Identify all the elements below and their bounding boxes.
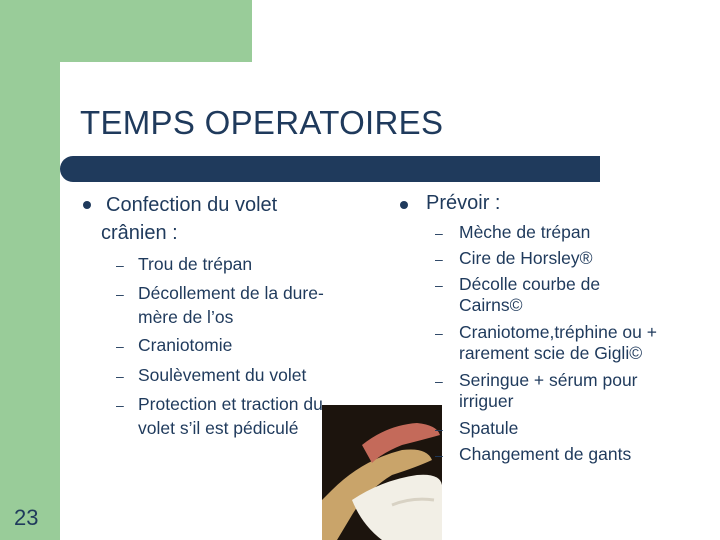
right-item-6: Spatule bbox=[459, 418, 519, 438]
gloves-illustration bbox=[322, 405, 442, 540]
dash-bullet: – bbox=[435, 421, 443, 437]
right-item-7: Changement de gants bbox=[459, 444, 632, 464]
left-heading-line2: crânien : bbox=[101, 222, 178, 244]
surgical-gloves-photo bbox=[322, 405, 442, 540]
right-item-5b: irriguer bbox=[459, 391, 514, 411]
left-heading-line1: Confection du volet bbox=[106, 194, 278, 216]
dash-bullet: – bbox=[435, 447, 443, 463]
left-item-2b: mère de l’os bbox=[138, 307, 234, 327]
right-heading: Prévoir : bbox=[426, 192, 501, 214]
dash-bullet: – bbox=[116, 397, 124, 413]
right-item-2: Cire de Horsley® bbox=[459, 248, 593, 268]
left-item-1: Trou de trépan bbox=[138, 254, 253, 274]
right-item-3a: Décolle courbe de bbox=[459, 274, 601, 294]
decor-green-left bbox=[0, 0, 60, 540]
dash-bullet: – bbox=[435, 373, 443, 389]
right-item-4a: Craniotome,tréphine ou + bbox=[459, 322, 657, 342]
bullet-dot bbox=[400, 201, 408, 209]
dash-bullet: – bbox=[116, 286, 124, 302]
dash-bullet: – bbox=[116, 368, 124, 384]
right-item-4b: rarement scie de Gigli© bbox=[459, 343, 643, 363]
dash-bullet: – bbox=[435, 277, 443, 293]
slide-number: 23 bbox=[14, 505, 39, 530]
right-item-5a: Seringue + sérum pour bbox=[459, 370, 638, 390]
dash-bullet: – bbox=[435, 251, 443, 267]
left-item-5b: volet s’il est pédiculé bbox=[138, 418, 299, 438]
title-underline-bar bbox=[60, 156, 600, 182]
left-item-4: Soulèvement du volet bbox=[138, 365, 307, 385]
right-item-3b: Cairns© bbox=[459, 295, 523, 315]
left-item-5a: Protection et traction du bbox=[138, 394, 323, 414]
right-item-1: Mèche de trépan bbox=[459, 222, 591, 242]
dash-bullet: – bbox=[116, 338, 124, 354]
dash-bullet: – bbox=[116, 257, 124, 273]
left-item-3: Craniotomie bbox=[138, 335, 233, 355]
slide-title: TEMPS OPERATOIRES bbox=[80, 104, 444, 141]
dash-bullet: – bbox=[435, 325, 443, 341]
left-item-2a: Décollement de la dure- bbox=[138, 283, 324, 303]
dash-bullet: – bbox=[435, 225, 443, 241]
bullet-dot bbox=[83, 201, 91, 209]
